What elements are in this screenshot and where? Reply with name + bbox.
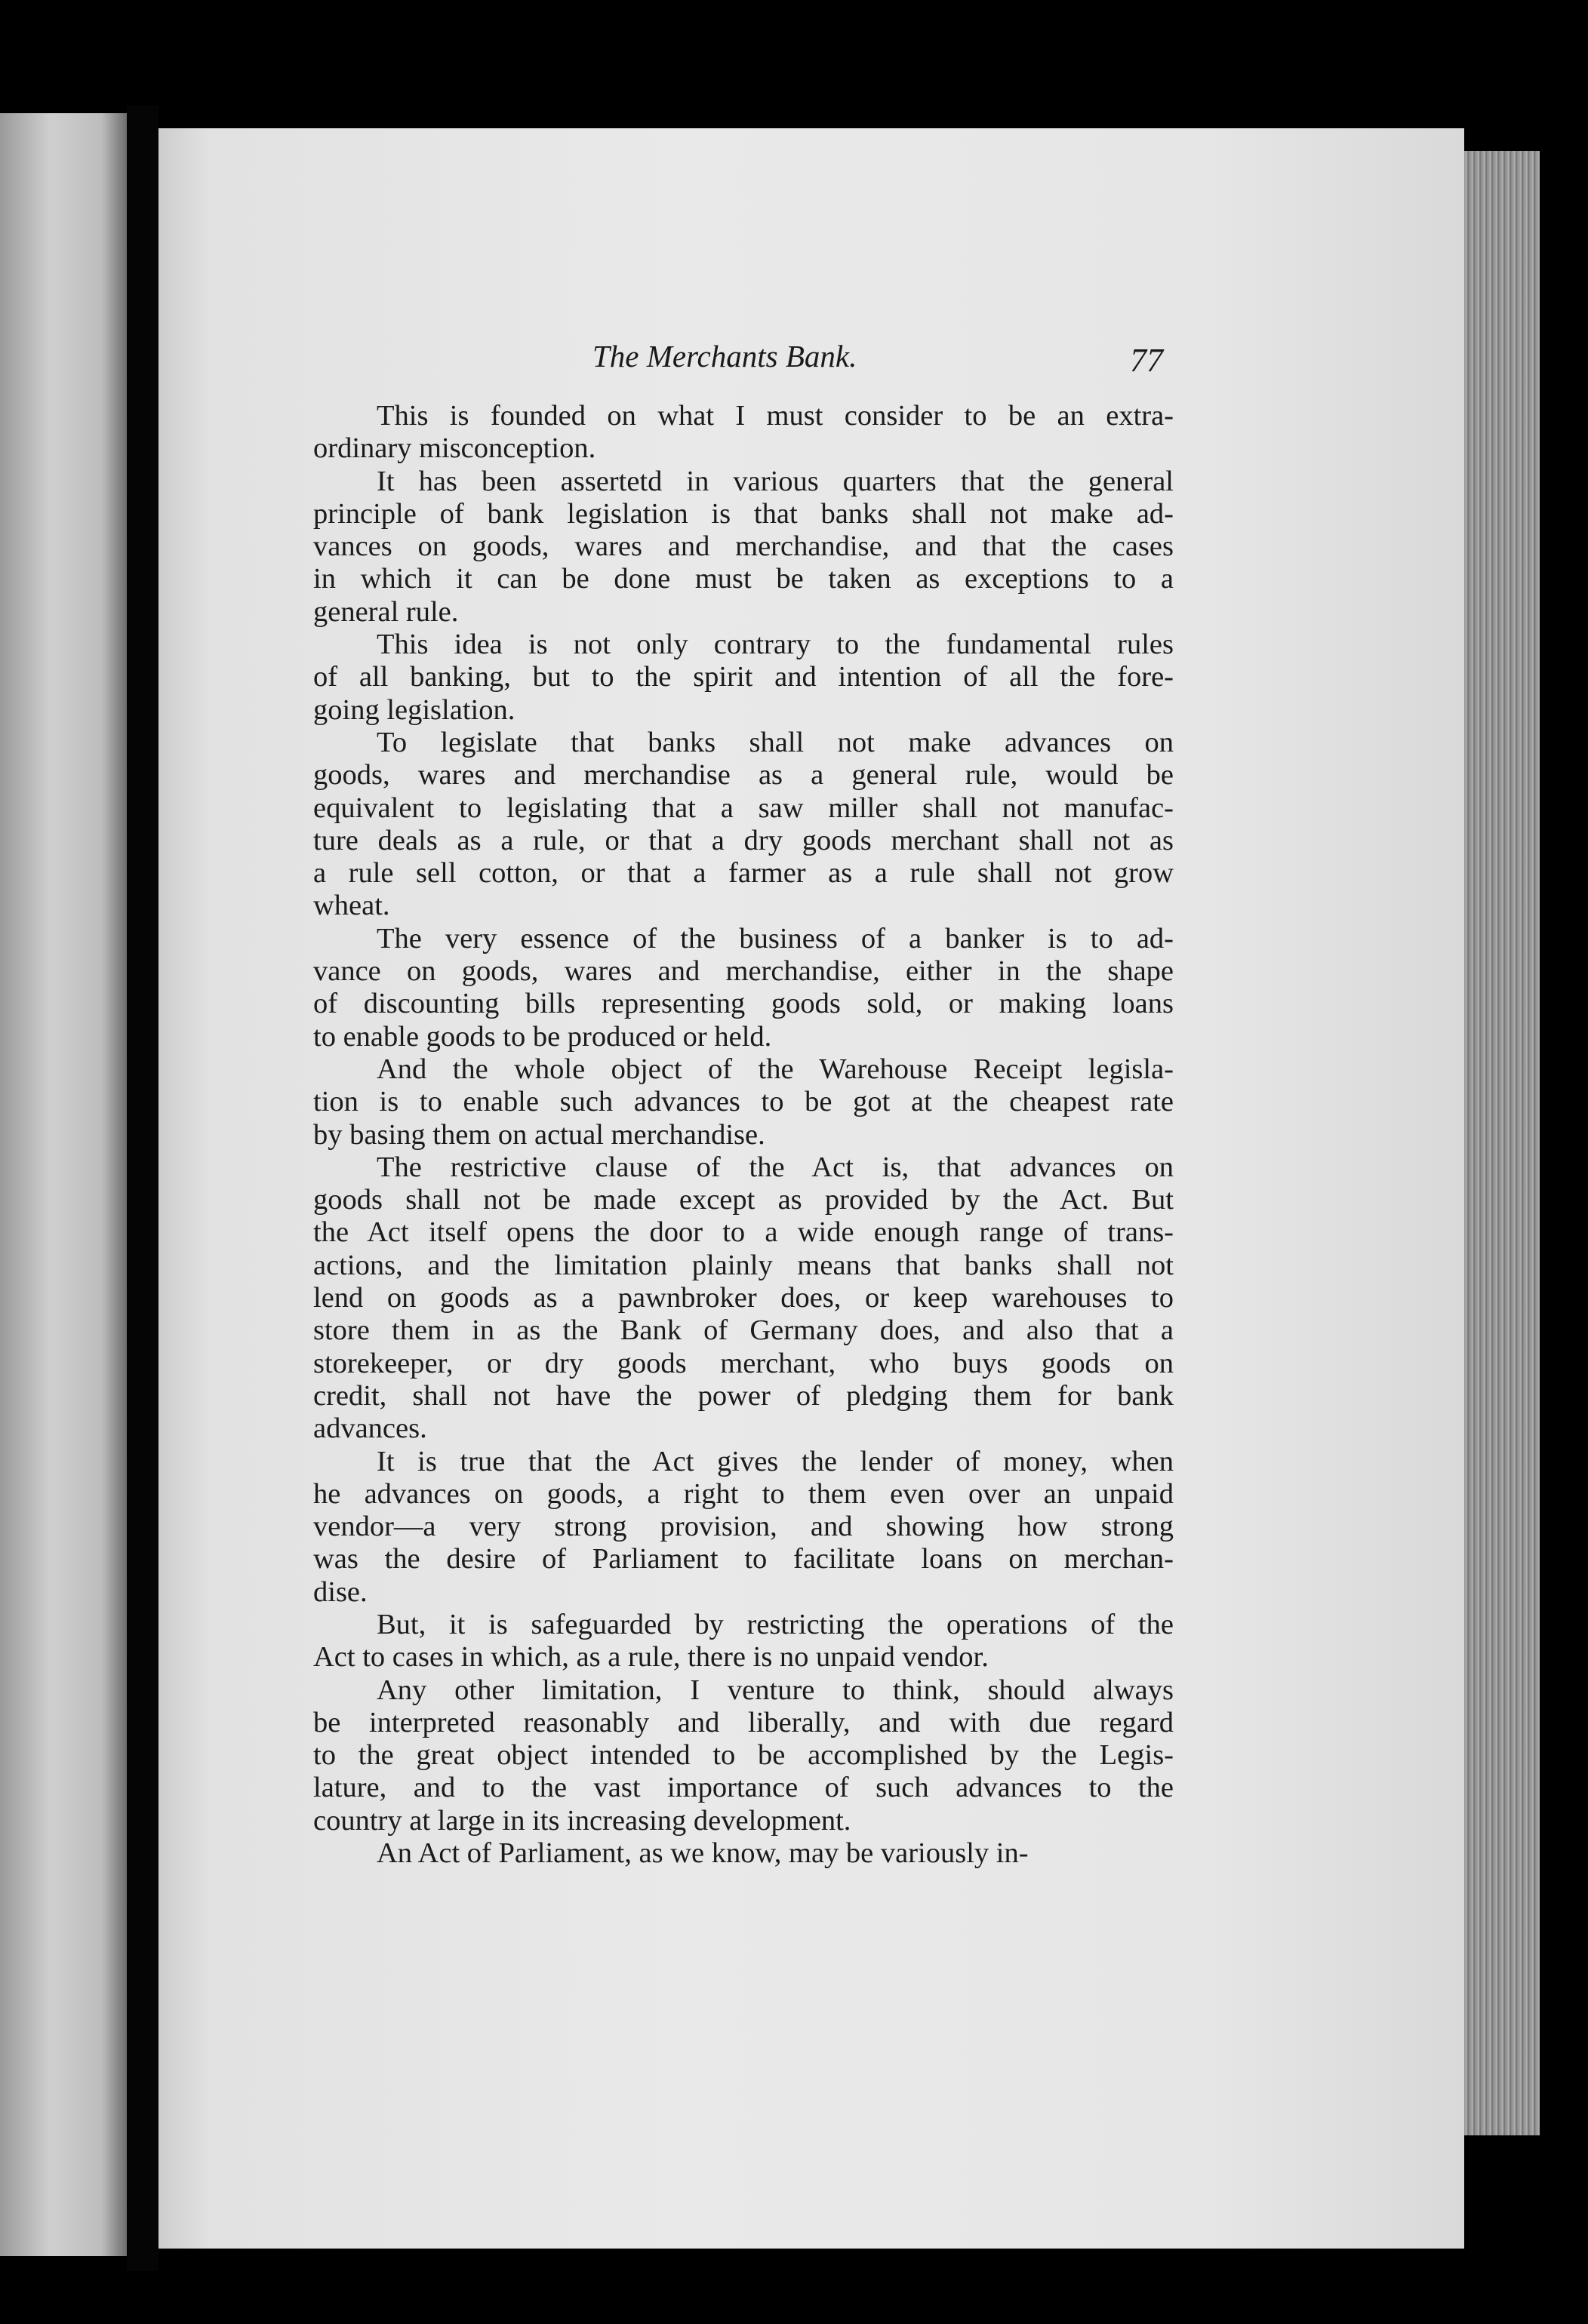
text-line: the Act itself opens the door to a wide enough range of trans- bbox=[313, 1216, 1174, 1249]
text-line: tion is to enable such advances to be got at the cheapest rate bbox=[313, 1086, 1174, 1118]
previous-page-edge bbox=[0, 113, 127, 2256]
paragraph bbox=[313, 1609, 1174, 1674]
paragraph bbox=[313, 1053, 1174, 1151]
running-head: The Merchants Bank. bbox=[592, 339, 857, 374]
text-line: Act to cases in which, as a rule, there is no unpaid vendor. bbox=[313, 1641, 989, 1674]
text-line: principle of bank legislation is that banks shall not make ad- bbox=[313, 497, 1174, 530]
paragraph bbox=[313, 1837, 1174, 1870]
paragraph bbox=[313, 466, 1174, 629]
page-number: 77 bbox=[1130, 342, 1163, 379]
text-line: was the desire of Parliament to facilitate loans on merchan- bbox=[313, 1543, 1174, 1575]
paragraph bbox=[313, 727, 1174, 923]
text-line: by basing them on actual merchandise. bbox=[313, 1118, 765, 1151]
text-line: he advances on goods, a right to them even over an unpaid bbox=[313, 1477, 1174, 1510]
text-line: dise. bbox=[313, 1575, 368, 1608]
text-line: The restrictive clause of the Act is, that advances on bbox=[377, 1151, 1174, 1183]
paragraph bbox=[313, 629, 1174, 727]
paragraph bbox=[313, 400, 1174, 466]
text-line: This idea is not only contrary to the fundamental rules bbox=[377, 629, 1174, 661]
text-line: It has been assertetd in various quarters that the general bbox=[377, 465, 1174, 497]
text-line: vances on goods, wares and merchandise, and that the cases bbox=[313, 530, 1174, 563]
text-line: ture deals as a rule, or that a dry goods merchant shall not as bbox=[313, 824, 1174, 856]
text-line: vance on goods, wares and merchandise, either in the shape bbox=[313, 955, 1174, 988]
text-line: equivalent to legislating that a saw miller shall not manufac- bbox=[313, 792, 1174, 824]
text-line: To legislate that banks shall not make advances on bbox=[377, 726, 1174, 758]
text-line: a rule sell cotton, or that a farmer as a rule shall not grow bbox=[313, 857, 1174, 890]
text-line: Any other limitation, I venture to think, should always bbox=[377, 1674, 1174, 1706]
text-line: store them in as the Bank of Germany does, and also that a bbox=[313, 1314, 1174, 1347]
text-line: country at large in its increasing development. bbox=[313, 1804, 851, 1837]
paragraph bbox=[313, 923, 1174, 1053]
text-line: actions, and the limitation plainly means that banks shall not bbox=[313, 1249, 1174, 1281]
text-line: goods shall not be made except as provided by the Act. But bbox=[313, 1184, 1174, 1216]
text-line: general rule. bbox=[313, 595, 459, 628]
text-line: This is founded on what I must consider to be an extra- bbox=[377, 400, 1174, 432]
text-line: lature, and to the vast importance of such advances to the bbox=[313, 1772, 1174, 1804]
text-line: The very essence of the business of a banker is to ad- bbox=[377, 922, 1174, 954]
text-line: storekeeper, or dry goods merchant, who buys goods on bbox=[313, 1347, 1174, 1379]
text-line: ordinary misconception. bbox=[313, 432, 596, 465]
body-text bbox=[313, 400, 1174, 1870]
text-line: of discounting bills representing goods sold, or making loans bbox=[313, 988, 1174, 1020]
text-line: be interpreted reasonably and liberally, and with due regard bbox=[313, 1706, 1174, 1738]
text-line: to the great object intended to be accomplished by the Legis- bbox=[313, 1739, 1174, 1772]
text-line: An Act of Parliament, as we know, may be variously in- bbox=[377, 1837, 1029, 1870]
text-line: And the whole object of the Warehouse Receipt legisla- bbox=[377, 1053, 1174, 1085]
text-line: goods, wares and merchandise as a general rule, would be bbox=[313, 759, 1174, 792]
text-line: But, it is safeguarded by restricting the operations of the bbox=[377, 1608, 1174, 1640]
text-line: in which it can be done must be taken as exceptions to a bbox=[313, 563, 1174, 595]
text-line: wheat. bbox=[313, 890, 390, 922]
text-line: of all banking, but to the spirit and intention of all the fore- bbox=[313, 661, 1174, 693]
text-line: vendor—a very strong provision, and showing how strong bbox=[313, 1511, 1174, 1543]
text-line: going legislation. bbox=[313, 693, 515, 726]
text-line: advances. bbox=[313, 1413, 427, 1445]
book-gutter bbox=[127, 106, 158, 2271]
paragraph bbox=[313, 1674, 1174, 1837]
text-line: to enable goods to be produced or held. bbox=[313, 1020, 772, 1053]
text-line: lend on goods as a pawnbroker does, or keep warehouses to bbox=[313, 1282, 1174, 1314]
paragraph bbox=[313, 1446, 1174, 1609]
text-line: credit, shall not have the power of pledging them for bank bbox=[313, 1379, 1174, 1412]
paragraph bbox=[313, 1151, 1174, 1446]
text-line: It is true that the Act gives the lender of money, when bbox=[377, 1445, 1174, 1477]
page-edges-stack bbox=[1464, 151, 1540, 2135]
